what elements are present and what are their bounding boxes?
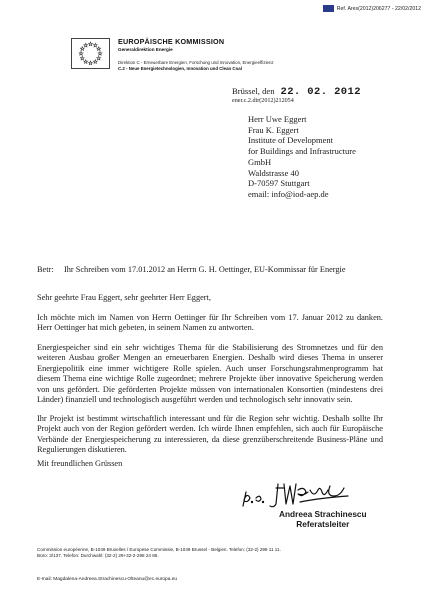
date-stamp: 22. 02. 2012 bbox=[280, 86, 361, 98]
reference-number: Ref. Ares(2012)206277 - 22/02/2012 bbox=[336, 5, 421, 12]
eu-stars-icon bbox=[72, 39, 109, 68]
footer-email: E-mail: Magdalena-Andreea.Strachinescu-Olteanu@ec.europa.eu bbox=[37, 577, 178, 582]
logo-star bbox=[80, 47, 84, 51]
file-reference: ener.c.2.dir(2012)212054 bbox=[232, 98, 294, 104]
footer-line: Büro: 3/137. Telefon: Durchwahl: (32-2) 29+32-2-298 24 86. bbox=[37, 553, 159, 558]
paragraph: Ich möchte mich im Namen von Herrn Oettinger für Ihr Schreiben vom 17. Januar 2012 zu danken. Herr Oettinger hat mich gebeten, in seinem Namen zu antworten. bbox=[37, 313, 383, 333]
subject-label: Betr: bbox=[37, 265, 54, 274]
subject-line bbox=[37, 265, 383, 275]
address-line: D-70597 Stuttgart bbox=[248, 178, 310, 189]
directorate-general: Generaldirektion Energie bbox=[118, 47, 173, 52]
unit: C.2 - Neue Energietechnologien, Innovation und Clean Coal bbox=[118, 66, 242, 71]
logo-star bbox=[93, 43, 97, 47]
reference-header bbox=[323, 5, 421, 12]
date-line bbox=[232, 86, 361, 98]
logo-star bbox=[97, 56, 101, 60]
logo-star bbox=[80, 56, 84, 60]
directorate: Direktion C - Erneuerbare Energien, Forschung und Innovation, Energieeffizienz bbox=[118, 60, 274, 65]
signer-title: Referatsleiter bbox=[296, 519, 350, 530]
subject-text: Ihr Schreiben vom 17.01.2012 an Herrn G. H. Oettinger, EU-Kommissar für Energie bbox=[64, 265, 346, 274]
org-name: EUROPÄISCHE KOMMISSION bbox=[118, 37, 225, 46]
signer-block bbox=[279, 509, 367, 530]
salutation: Sehr geehrte Frau Eggert, sehr geehrter Herr Eggert, bbox=[37, 293, 211, 302]
date-place: Brüssel, den bbox=[232, 86, 275, 96]
address-line: Waldstrasse 40 bbox=[248, 167, 300, 178]
logo-star bbox=[84, 43, 88, 47]
letterhead bbox=[118, 37, 274, 71]
recipient-address bbox=[248, 114, 356, 200]
logo-star bbox=[89, 42, 93, 46]
paragraph: Energiespeicher sind ein sehr wichtiges Thema für die Stabilisierung des Stromnetzes und für den weiteren Ausbau großer Mengen an erneuerbaren Energien. Deshalb wird dieses Thema in unserer Energiepolitik eine immer wichtigere Rolle spielen. Auch unser Forschungsrahmenprogramm hat diesem Thema eine wichtige Rolle zugeordnet; mehrere Projekte über innovative Speicherung werden von uns gefördert. Die geförderten Projekte müssen von internationalen Konsortien (mindestens drei Länder) finanziell und technologisch ausgeführt werden und technologisch sehr innovativ sein. bbox=[37, 343, 383, 405]
footer-line: Commission européenne, B-1049 Bruxelles / Europese Commissie, B-1049 Brussel - Belgien. Telefon: (32-2) 299 11 11. bbox=[37, 547, 281, 552]
address-line: Herr Uwe Eggert bbox=[248, 114, 307, 124]
address-line: Frau K. Eggert bbox=[248, 124, 299, 135]
eu-commission-logo bbox=[71, 38, 110, 69]
paragraph: Ihr Projekt ist bestimmt wirtschaftlich interessant und für die Region sehr wichtig. Deshalb sollte Ihr Projekt auch von der Region gefördert werden. Ich würde Ihnen empfehlen, sich auch für Europäische Verbände der Energiespeicherung zu interessieren, da diese grenzüberschreitende Business-Pläne und Regulierungen diskutieren. bbox=[37, 414, 383, 455]
closing: Mit freundlichen Grüssen bbox=[37, 459, 123, 468]
footer bbox=[37, 547, 397, 559]
address-line: for Buildings and Infrastructure bbox=[248, 146, 356, 157]
logo-star bbox=[98, 52, 102, 56]
logo-star bbox=[89, 61, 93, 65]
logo-star bbox=[93, 60, 97, 64]
logo-star bbox=[97, 47, 101, 51]
logo-star bbox=[84, 60, 88, 64]
signer-name: Andreea Strachinescu bbox=[279, 509, 367, 519]
eu-flag-icon bbox=[323, 5, 334, 12]
address-line: GmbH bbox=[248, 156, 272, 167]
address-email: email: info@iod-aep.de bbox=[248, 188, 329, 199]
address-line: Institute of Development bbox=[248, 135, 333, 146]
signature-icon bbox=[240, 478, 360, 510]
logo-star bbox=[79, 52, 83, 56]
